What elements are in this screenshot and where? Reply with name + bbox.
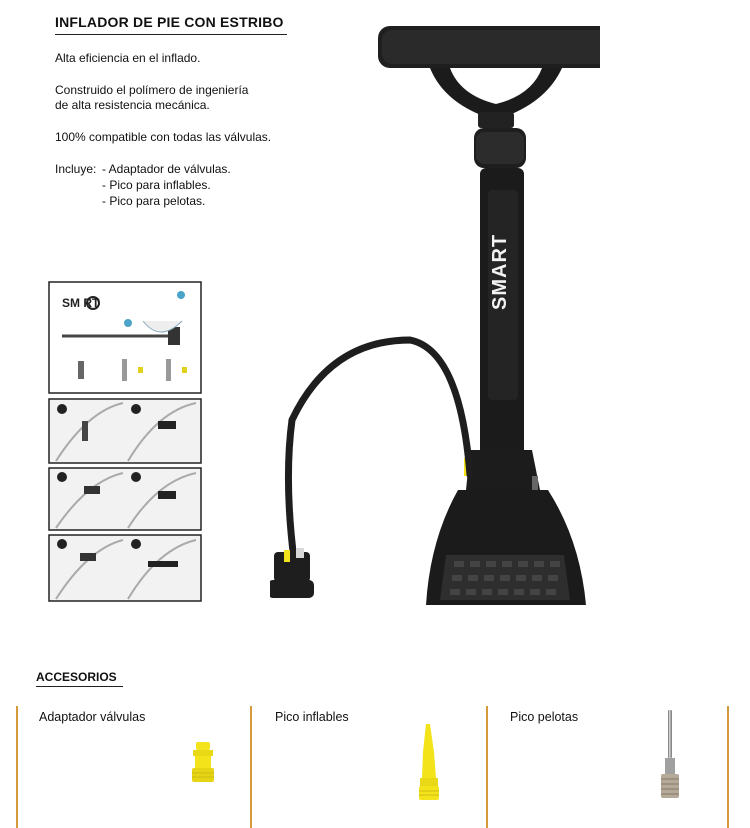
includes-item-inflatables: - Pico para inflables. xyxy=(102,178,211,192)
valve-adapter-image xyxy=(186,740,222,788)
includes-label: Incluye: xyxy=(55,162,97,176)
includes-item-balls: - Pico para pelotas. xyxy=(102,194,206,208)
feature-efficiency: Alta eficiencia en el inflado. xyxy=(55,51,201,65)
instructions-brand-logo: SM RT xyxy=(62,296,100,310)
accessory-divider-2 xyxy=(486,706,488,828)
feature-material-line2: de alta resistencia mecánica. xyxy=(55,98,210,112)
accessory-divider-right xyxy=(727,706,729,828)
inflatables-nozzle-image xyxy=(408,722,448,804)
instructions-illustration xyxy=(48,281,202,602)
accessories-heading: ACCESORIOS xyxy=(36,670,117,684)
accessories-underline xyxy=(36,686,123,687)
includes-item-adapter: - Adaptador de válvulas. xyxy=(102,162,231,176)
accessory-label-inflatables: Pico inflables xyxy=(275,710,349,724)
pump-brand-logo: SMART xyxy=(489,233,511,310)
accessory-label-adapter: Adaptador válvulas xyxy=(39,710,146,724)
pump-image xyxy=(270,20,600,620)
accessory-divider-1 xyxy=(250,706,252,828)
ball-needle-image xyxy=(656,708,684,808)
feature-material-line1: Construido el polímero de ingeniería xyxy=(55,83,249,97)
title-underline xyxy=(55,34,287,35)
accessory-divider-left xyxy=(16,706,18,828)
feature-compatibility: 100% compatible con todas las válvulas. xyxy=(55,130,272,144)
product-title: INFLADOR DE PIE CON ESTRIBO xyxy=(55,14,284,30)
accessory-label-balls: Pico pelotas xyxy=(510,710,579,724)
